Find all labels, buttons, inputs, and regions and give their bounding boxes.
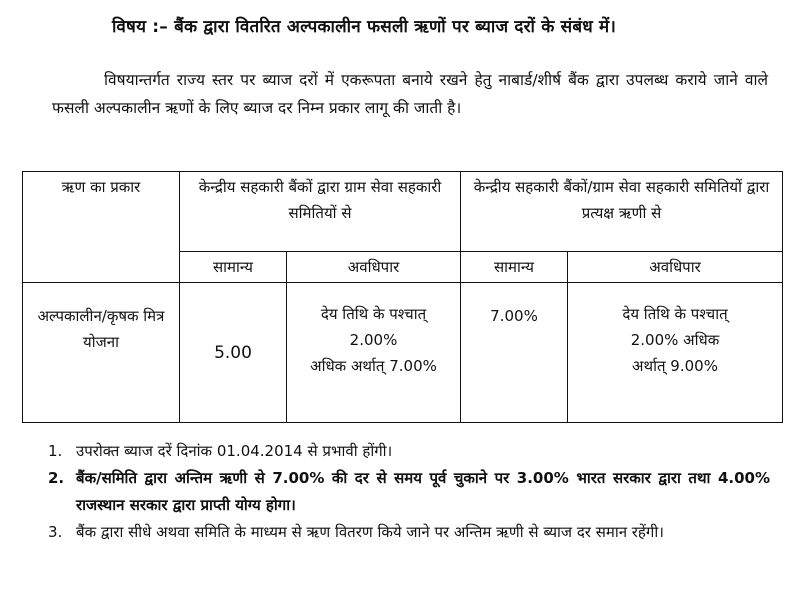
header-loan-type: ऋण का प्रकार bbox=[23, 172, 180, 283]
overdue-1-line3: अधिक अर्थात् 7.00% bbox=[310, 357, 437, 375]
interest-rate-table bbox=[22, 171, 783, 423]
list-item bbox=[48, 465, 770, 519]
overdue-1-line1: देय तिथि के पश्चात् bbox=[320, 305, 427, 323]
note-text: उपरोक्त ब्याज दरें दिनांक 01.04.2014 से प्रभावी होंगी। bbox=[76, 442, 393, 460]
list-item bbox=[48, 438, 770, 465]
overdue-1-line2: 2.00% bbox=[349, 331, 398, 349]
note-number: 1. bbox=[48, 442, 63, 460]
cell-overdue-2 bbox=[568, 283, 783, 423]
subheader-normal-1: सामान्य bbox=[180, 252, 287, 283]
cell-loan-type: अल्पकालीन/कृषक मित्र योजना bbox=[23, 283, 180, 423]
subheader-overdue-2: अवधिपार bbox=[568, 252, 783, 283]
overdue-2-line2: 2.00% अधिक bbox=[630, 331, 720, 349]
cell-overdue-1 bbox=[287, 283, 461, 423]
subheader-overdue-1: अवधिपार bbox=[287, 252, 461, 283]
intro-text: विषयान्तर्गत राज्य स्तर पर ब्याज दरों में एकरूपता बनाये रखने हेतु नाबार्ड/शीर्ष बैंक द्वारा उपलब्ध कराये जाने वाले फसली अल्पकालीन ऋणों के लिए ब्याज दर निम्न प्रकार लागू की जाती है। bbox=[52, 71, 768, 117]
overdue-2-line1: देय तिथि के पश्चात् bbox=[622, 305, 728, 323]
overdue-2-line3: अर्थात् 9.00% bbox=[632, 357, 718, 375]
cell-normal-1 bbox=[180, 283, 287, 423]
cell-normal-2: 7.00% bbox=[461, 283, 568, 423]
table-row bbox=[23, 283, 783, 423]
note-number: 2. bbox=[48, 469, 65, 487]
rate-normal-1: 5.00 bbox=[214, 342, 252, 363]
note-text: बैंक द्वारा सीधे अथवा समिति के माध्यम से ऋण वितरण किये जाने पर अन्तिम ऋणी से ब्याज दर समान रहेंगी। bbox=[76, 523, 664, 541]
note-number: 3. bbox=[48, 523, 63, 541]
header-group-samiti: केन्द्रीय सहकारी बैंकों द्वारा ग्राम सेवा सहकारी समितियों से bbox=[180, 172, 461, 252]
notes-list bbox=[48, 438, 770, 546]
subject-line: विषय :– बैंक द्वारा वितरित अल्पकालीन फसली ऋणों पर ब्याज दरों के संबंध में। bbox=[112, 17, 617, 37]
note-text: बैंक/समिति द्वारा अन्तिम ऋणी से 7.00% की दर से समय पूर्व चुकाने पर 3.00% भारत सरकार द्वारा तथा 4.00% राजस्थान सरकार द्वारा प्राप्ती योग्य होगा। bbox=[76, 469, 770, 514]
table-header-row bbox=[23, 172, 783, 252]
list-item bbox=[48, 519, 770, 546]
intro-paragraph bbox=[52, 66, 768, 122]
header-group-direct: केन्द्रीय सहकारी बैंकों/ग्राम सेवा सहकारी समितियों द्वारा प्रत्यक्ष ऋणी से bbox=[461, 172, 783, 252]
subheader-normal-2: सामान्य bbox=[461, 252, 568, 283]
